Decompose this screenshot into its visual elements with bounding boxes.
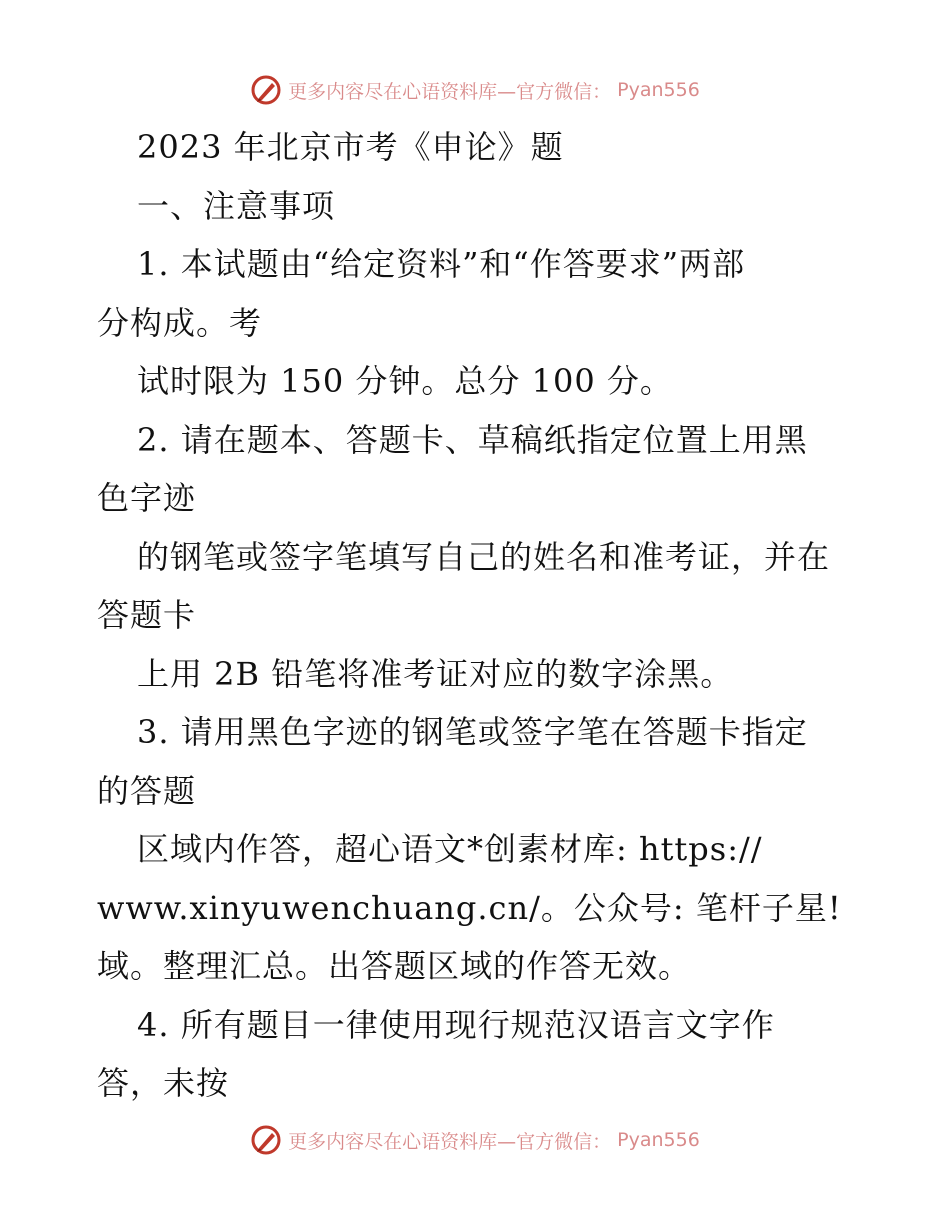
section-heading: 一、注意事项 [137, 186, 336, 225]
paragraph-line: 上用 2B 铅笔将准考证对应的数字涂黑。 [137, 654, 734, 693]
watermark-handle: Pyan556 [617, 79, 700, 101]
paragraph-line: 试时限为 150 分钟。总分 100 分。 [137, 362, 673, 400]
document-body [97, 118, 857, 1113]
paragraph-line: 答题卡 [97, 596, 197, 634]
paragraph-line: 答，未按 [97, 1064, 230, 1102]
paragraph-line: 的答题 [97, 771, 197, 810]
paragraph-line: 的钢笔或签字笔填写自己的姓名和准考证，并在 [137, 537, 831, 576]
paragraph-line: 分构成。考 [97, 303, 263, 342]
pen-logo-icon [250, 1124, 282, 1156]
document-title: 2023 年北京市考《申论》题 [137, 128, 564, 166]
paragraph-line: 1. 本试题由“给定资料”和“作答要求”两部 [137, 245, 746, 283]
watermark-text: 更多内容尽在心语资料库—官方微信： [288, 80, 612, 103]
paragraph-line: 2. 请在题本、答题卡、草稿纸指定位置上用黑 [137, 420, 808, 459]
watermark-handle: Pyan556 [617, 1129, 700, 1151]
header-watermark [0, 70, 950, 110]
paragraph-line: 域。整理汇总。出答题区域的作答无效。 [97, 947, 692, 985]
watermark-text: 更多内容尽在心语资料库—官方微信： [288, 1130, 612, 1153]
paragraph-line: 区域内作答，超心语文*创素材库: https:// [137, 830, 763, 868]
pen-logo-icon [250, 74, 282, 106]
paragraph-line: 色字迹 [97, 479, 197, 517]
paragraph-line: 3. 请用黑色字迹的钢笔或签字笔在答题卡指定 [137, 713, 808, 751]
footer-watermark [0, 1120, 950, 1160]
paragraph-line: 4. 所有题目一律使用现行规范汉语言文字作 [137, 1005, 775, 1044]
paragraph-line: www.xinyuwenchuang.cn/。公众号: 笔杆子星! [97, 888, 842, 927]
